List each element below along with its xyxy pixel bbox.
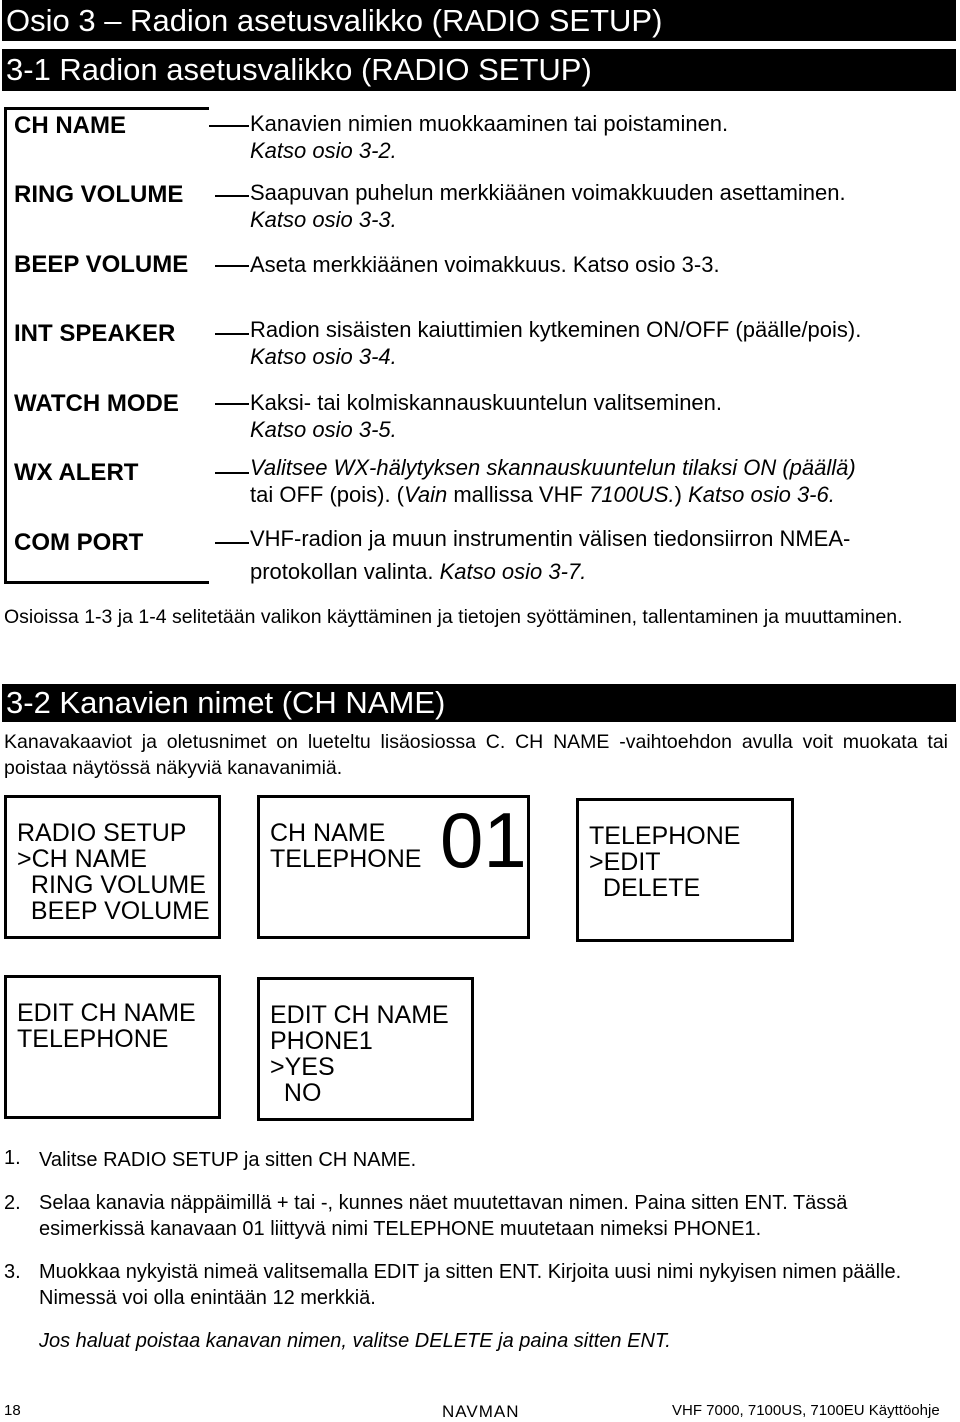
menu-item-wx-alert: WX ALERT <box>14 459 139 486</box>
lcd-channel-number: 01 <box>440 796 527 884</box>
desc-line: Saapuvan puhelun merkkiäänen voimakkuuden asettaminen. <box>250 180 846 205</box>
desc-ref: Katso osio 3-4. <box>250 344 397 369</box>
desc-ref: Katso osio 3-6. <box>688 482 835 507</box>
menu-item-ch-name: CH NAME <box>14 112 126 139</box>
lcd-screen-edit-confirm: EDIT CH NAME PHONE1 >YES NO <box>257 977 474 1121</box>
page-number: 18 <box>4 1402 21 1419</box>
desc-text: 7100US. <box>589 482 675 507</box>
menu-item-ring-volume: RING VOLUME <box>14 181 184 208</box>
menu-item-com-port: COM PORT <box>14 529 144 556</box>
lcd-screen-edit-ch-name: EDIT CH NAME TELEPHONE <box>4 975 221 1119</box>
desc-ref: Katso osio 3-2. <box>250 138 397 163</box>
connector-line <box>209 125 249 127</box>
section-heading-3-1: 3-1 Radion asetusvalikko (RADIO SETUP) <box>2 49 956 91</box>
desc-line: Kanavien nimien muokkaaminen tai poistaminen. <box>250 111 729 136</box>
desc-com-port <box>250 522 850 588</box>
step-number: 2. <box>4 1192 21 1214</box>
desc-ref: Katso osio 3-5. <box>250 417 397 442</box>
desc-text: ) <box>674 482 689 507</box>
step-text: Muokkaa nykyistä nimeä valitsemalla EDIT ja sitten ENT. Kirjoita uusi nimi nykyisen nimen päälle. Nimessä voi olla enintään 12 merkkiä. <box>39 1261 902 1309</box>
connector-line <box>215 333 249 335</box>
desc-text: protokollan valinta. <box>250 559 440 584</box>
desc-ref: Katso osio 3-7. <box>439 559 587 584</box>
menu-item-beep-volume: BEEP VOLUME <box>14 251 189 278</box>
lcd-screen-radio-setup: RADIO SETUP >CH NAME RING VOLUME BEEP VOLUME <box>4 795 221 939</box>
desc-ring-volume <box>250 179 846 233</box>
step-number: 3. <box>4 1261 21 1283</box>
connector-line <box>215 195 249 197</box>
menu-item-int-speaker: INT SPEAKER <box>14 320 176 347</box>
connector-line <box>215 542 249 544</box>
desc-line: Radion sisäisten kaiuttimien kytkeminen ON/OFF (päälle/pois). <box>250 317 862 342</box>
intro-paragraph: Osioissa 1-3 ja 1-4 selitetään valikon käyttäminen ja tietojen syöttäminen, tallentaminen ja muuttaminen. <box>4 606 903 628</box>
lcd-screen-ch-name: CH NAME TELEPHONE <box>257 795 530 939</box>
desc-text: Vain <box>404 482 448 507</box>
desc-beep-volume <box>250 251 720 278</box>
document-title: VHF 7000, 7100US, 7100EU Käyttöohje <box>672 1402 940 1419</box>
connector-line <box>215 403 249 405</box>
desc-line: Aseta merkkiäänen voimakkuus. Katso osio 3-3. <box>250 252 720 277</box>
section2-paragraph: Kanavakaaviot ja oletusnimet on lueteltu lisäosiossa C. CH NAME -vaihtoehdon avulla voit muokata tai poistaa näytössä näkyviä kanavanimiä. <box>4 731 948 779</box>
step-text: Selaa kanavia näppäimillä + tai -, kunnes näet muutettavan nimen. Paina sitten ENT. Tässä esimerkissä kanavaan 01 liittyvä nimi TELEPHONE muutetaan nimeksi PHONE1. <box>39 1192 848 1240</box>
delete-note: Jos haluat poistaa kanavan nimen, valitse DELETE ja paina sitten ENT. <box>39 1330 671 1352</box>
brand-logo: NAVMAN <box>442 1402 520 1421</box>
desc-watch-mode <box>250 389 722 443</box>
section-heading-3-2: 3-2 Kanavien nimet (CH NAME) <box>2 684 956 722</box>
desc-line: Valitsee WX-hälytyksen skannauskuuntelun tilaksi ON (päällä) <box>250 455 856 480</box>
desc-ref: Katso osio 3-3. <box>250 207 397 232</box>
desc-wx-alert <box>250 454 856 508</box>
lcd-screen-telephone: TELEPHONE >EDIT DELETE <box>576 798 794 942</box>
step-number: 1. <box>4 1147 21 1169</box>
step-text: Valitse RADIO SETUP ja sitten CH NAME. <box>39 1149 417 1171</box>
chapter-title: Osio 3 – Radion asetusvalikko (RADIO SETUP) <box>2 0 956 41</box>
connector-line <box>215 265 249 267</box>
desc-text: mallissa VHF <box>447 482 590 507</box>
menu-item-watch-mode: WATCH MODE <box>14 390 179 417</box>
desc-int-speaker <box>250 316 861 370</box>
desc-line: Kaksi- tai kolmiskannauskuuntelun valitseminen. <box>250 390 723 415</box>
desc-ch-name <box>250 110 728 164</box>
desc-line: VHF-radion ja muun instrumentin välisen tiedonsiirron NMEA- <box>250 526 851 551</box>
desc-text: tai OFF (pois). ( <box>250 482 405 507</box>
connector-line <box>215 472 249 474</box>
